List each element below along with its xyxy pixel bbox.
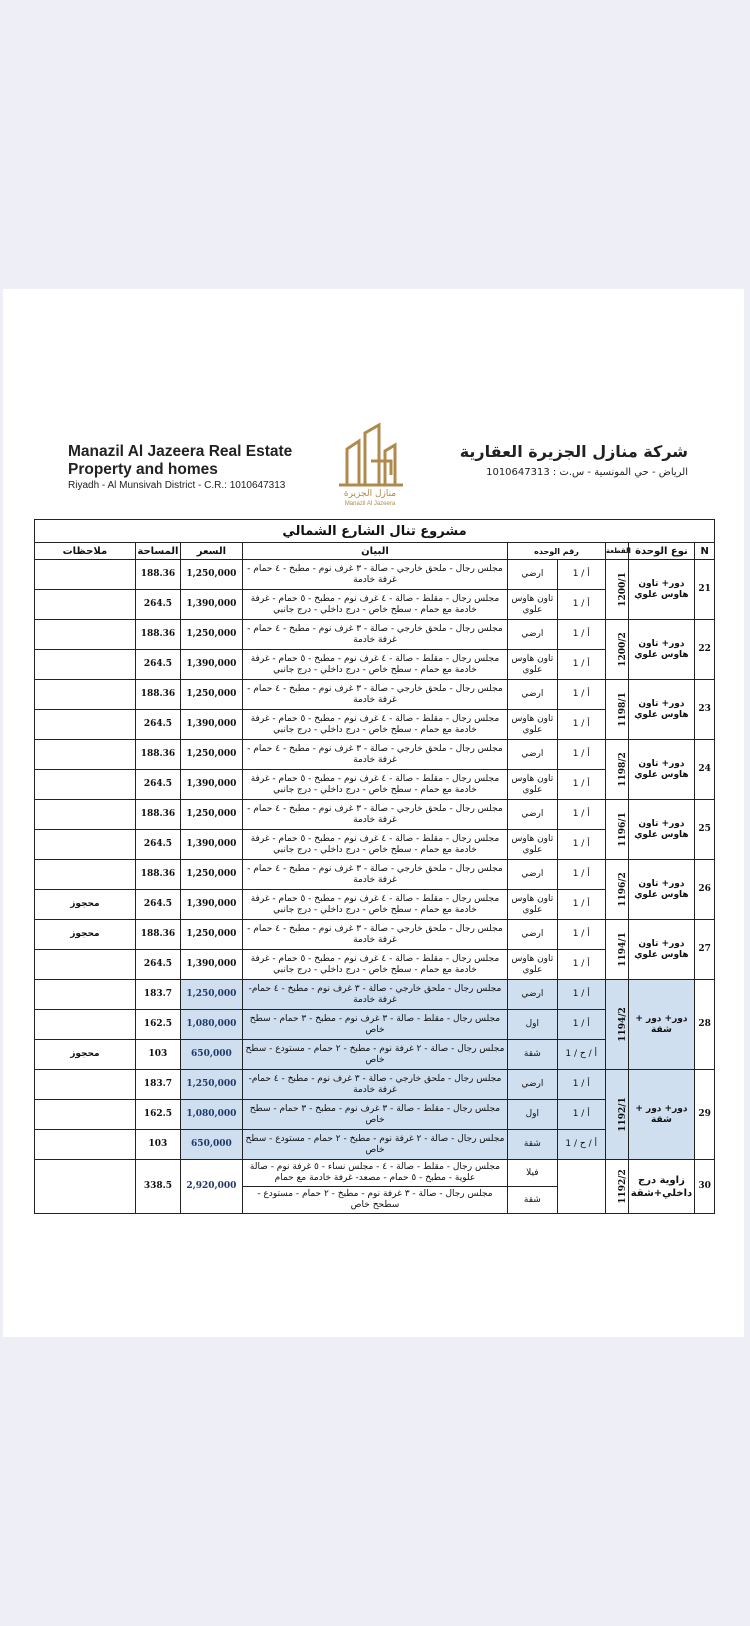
table-row xyxy=(35,980,715,1010)
header-type: نوع الوحدة xyxy=(628,543,695,560)
description-cell: مجلس رجال - مقلط - صالة - ٤ غرف نوم - مطبخ - ٥ حمام - غرفة خادمة مع حمام - سطح خاص - درج داخلي - درج جانبي xyxy=(242,890,507,920)
description-cell: مجلس رجال - ملحق خارجي - صالة - ٣ غرف نوم - مطبخ - ٤ حمام - غرفة خادمة xyxy=(242,740,507,770)
row-number-cell: 29 xyxy=(695,1070,715,1160)
unit-kind-cell: ارضي xyxy=(508,620,557,650)
logo-caption-ar: منازل الجزيرة xyxy=(343,489,397,499)
description-cell: مجلس رجال - صالة - ٢ غرفة نوم - مطبخ - ٢ حمام - مستودع - سطح خاص xyxy=(242,1040,507,1070)
area-cell: 183.7 xyxy=(135,1070,180,1100)
units-price-table xyxy=(34,519,715,1214)
unit-kind-cell: فيلا xyxy=(508,1160,557,1187)
company-header-en xyxy=(68,443,368,491)
notes-cell xyxy=(35,560,136,590)
spacer-cell xyxy=(557,1160,605,1214)
plot-number: 1196/2 xyxy=(617,872,628,907)
description-cell: مجلس رجال - صالة - ٣ غرفة نوم - مطبخ - ٢ حمام - مستودع - سطحح خاص xyxy=(242,1187,507,1214)
price-cell: 1,250,000 xyxy=(181,620,243,650)
row-number-cell: 30 xyxy=(695,1160,715,1214)
unit-kind-cell: تاون هاوس علوي xyxy=(508,890,557,920)
notes-cell xyxy=(35,1010,136,1040)
unit-number-cell: أ / 1 xyxy=(557,920,605,950)
notes-cell xyxy=(35,650,136,680)
unit-kind-cell: اول xyxy=(508,1100,557,1130)
unit-kind-cell: ارضي xyxy=(508,920,557,950)
plot-cell xyxy=(605,1160,628,1214)
table-header-row xyxy=(35,543,715,560)
table-row xyxy=(35,1160,715,1187)
table-row xyxy=(35,680,715,710)
notes-cell xyxy=(35,620,136,650)
unit-number-cell: أ / 1 xyxy=(557,770,605,800)
description-cell: مجلس رجال - مقلط - صالة - ٤ غرف نوم - مطبخ - ٥ حمام - غرفة خادمة مع حمام - سطح خاص - درج داخلي - درج جانبي xyxy=(242,590,507,620)
unit-number-cell: أ / ح / 1 xyxy=(557,1130,605,1160)
table-row xyxy=(35,560,715,590)
row-number-cell: 24 xyxy=(695,740,715,800)
plot-number: 1192/2 xyxy=(617,1169,628,1204)
area-cell: 264.5 xyxy=(135,710,180,740)
plot-number: 1200/2 xyxy=(617,632,628,667)
notes-cell: محجوز xyxy=(35,920,136,950)
area-cell: 264.5 xyxy=(135,890,180,920)
notes-cell xyxy=(35,860,136,890)
area-cell: 188.36 xyxy=(135,680,180,710)
description-cell: مجلس رجال - ملحق خارجي - صالة - ٣ غرف نوم - مطبخ - ٤ حمام-غرفة خادمة xyxy=(242,1070,507,1100)
company-tagline-en: Property and homes xyxy=(68,461,218,478)
price-cell: 2,920,000 xyxy=(181,1160,243,1214)
company-name-ar: شركة منازل الجزيرة العقارية xyxy=(459,442,688,461)
unit-type-cell: دور+ دور + شقة xyxy=(628,1070,695,1160)
notes-cell xyxy=(35,1160,136,1214)
description-cell: مجلس رجال - مقلط - صالة - ٤ غرف نوم - مطبخ - ٥ حمام - غرفة خادمة مع حمام - سطح خاص - درج داخلي - درج جانبي xyxy=(242,830,507,860)
price-cell: 1,250,000 xyxy=(181,980,243,1010)
row-number-cell: 23 xyxy=(695,680,715,740)
area-cell: 264.5 xyxy=(135,590,180,620)
price-cell: 1,250,000 xyxy=(181,1070,243,1100)
table-row xyxy=(35,860,715,890)
area-cell: 264.5 xyxy=(135,650,180,680)
price-cell: 1,080,000 xyxy=(181,1010,243,1040)
unit-number-cell: أ / 1 xyxy=(557,950,605,980)
plot-number: 1198/1 xyxy=(617,692,628,727)
unit-type-cell: دور+ تاون هاوس علوي xyxy=(628,680,695,740)
plot-cell xyxy=(605,560,628,620)
price-cell: 1,250,000 xyxy=(181,800,243,830)
notes-cell: محجوز xyxy=(35,890,136,920)
description-cell: مجلس رجال - مقلط - صالة - ٤ غرف نوم - مطبخ - ٥ حمام - غرفة خادمة مع حمام - سطح خاص - درج داخلي - درج جانبي xyxy=(242,770,507,800)
header-desc: البيان xyxy=(242,543,507,560)
price-cell: 1,250,000 xyxy=(181,860,243,890)
description-cell: مجلس رجال - صالة - ٢ غرفة نوم - مطبخ - ٢ حمام - مستودع - سطح خاص xyxy=(242,1130,507,1160)
plot-cell xyxy=(605,860,628,920)
price-cell: 1,250,000 xyxy=(181,680,243,710)
plot-cell xyxy=(605,800,628,860)
notes-cell xyxy=(35,1130,136,1160)
row-number-cell: 22 xyxy=(695,620,715,680)
unit-kind-cell: شقة xyxy=(508,1187,557,1214)
notes-cell xyxy=(35,710,136,740)
notes-cell xyxy=(35,1100,136,1130)
plot-number: 1194/1 xyxy=(617,932,628,967)
plot-cell xyxy=(605,680,628,740)
price-cell: 1,390,000 xyxy=(181,650,243,680)
unit-kind-cell: ارضي xyxy=(508,1070,557,1100)
unit-number-cell: أ / 1 xyxy=(557,1070,605,1100)
table-row xyxy=(35,740,715,770)
unit-number-cell: أ / 1 xyxy=(557,980,605,1010)
description-cell: مجلس رجال - مقلط - صالة - ٤ - مجلس نساء - ٥ غرفة نوم - صالة علوية - مطبخ - ٥ حمام - مصعد- غرفة خادمة مع حمام xyxy=(242,1160,507,1187)
description-cell: مجلس رجال - مقلط - صالة - ٤ غرف نوم - مطبخ - ٥ حمام - غرفة خادمة مع حمام - سطح خاص - درج داخلي - درج جانبي xyxy=(242,950,507,980)
price-cell: 650,000 xyxy=(181,1130,243,1160)
unit-kind-cell: ارضي xyxy=(508,740,557,770)
notes-cell xyxy=(35,1070,136,1100)
header-n: N xyxy=(695,543,715,560)
unit-number-cell: أ / 1 xyxy=(557,800,605,830)
unit-kind-cell: شقة xyxy=(508,1130,557,1160)
price-cell: 1,250,000 xyxy=(181,560,243,590)
notes-cell xyxy=(35,950,136,980)
unit-number-cell: أ / ح / 1 xyxy=(557,1040,605,1070)
unit-type-cell: زاوية درج داخلي+شقة xyxy=(628,1160,695,1214)
row-number-cell: 26 xyxy=(695,860,715,920)
row-number-cell: 25 xyxy=(695,800,715,860)
plot-number: 1194/2 xyxy=(617,1007,628,1042)
unit-number-cell: أ / 1 xyxy=(557,560,605,590)
unit-kind-cell: ارضي xyxy=(508,560,557,590)
notes-cell xyxy=(35,590,136,620)
header-price: السعر xyxy=(181,543,243,560)
price-cell: 1,390,000 xyxy=(181,950,243,980)
table-row xyxy=(35,800,715,830)
description-cell: مجلس رجال - مقلط - صالة - ٤ غرف نوم - مطبخ - ٥ حمام - غرفة خادمة مع حمام - سطح خاص - درج داخلي - درج جانبي xyxy=(242,650,507,680)
description-cell: مجلس رجال - ملحق خارجي - صالة - ٣ غرف نوم - مطبخ - ٤ حمام - غرفة خادمة xyxy=(242,620,507,650)
unit-kind-cell: تاون هاوس علوي xyxy=(508,650,557,680)
unit-type-cell: دور+ دور + شقة xyxy=(628,980,695,1070)
header-unit: رقم الوحده xyxy=(508,543,606,560)
unit-number-cell: أ / 1 xyxy=(557,860,605,890)
unit-number-cell: أ / 1 xyxy=(557,710,605,740)
area-cell: 188.36 xyxy=(135,860,180,890)
price-cell: 1,390,000 xyxy=(181,770,243,800)
unit-kind-cell: تاون هاوس علوي xyxy=(508,710,557,740)
area-cell: 103 xyxy=(135,1040,180,1070)
header-area: المساحة xyxy=(135,543,180,560)
unit-number-cell: أ / 1 xyxy=(557,620,605,650)
area-cell: 264.5 xyxy=(135,770,180,800)
description-cell: مجلس رجال - مقلط - صالة - ٣ غرف نوم - مطبخ - ٣ حمام - سطح خاص xyxy=(242,1100,507,1130)
document-sheet xyxy=(3,289,744,1337)
area-cell: 162.5 xyxy=(135,1100,180,1130)
unit-number-cell: أ / 1 xyxy=(557,830,605,860)
price-cell: 1,250,000 xyxy=(181,740,243,770)
price-cell: 1,390,000 xyxy=(181,830,243,860)
logo-caption-en: Manazil Al Jazeera xyxy=(344,501,396,507)
price-cell: 650,000 xyxy=(181,1040,243,1070)
price-cell: 1,390,000 xyxy=(181,590,243,620)
unit-number-cell: أ / 1 xyxy=(557,590,605,620)
price-cell: 1,390,000 xyxy=(181,890,243,920)
plot-cell xyxy=(605,980,628,1070)
description-cell: مجلس رجال - ملحق خارجي - صالة - ٣ غرف نوم - مطبخ - ٤ حمام - غرفة خادمة xyxy=(242,920,507,950)
unit-kind-cell: ارضي xyxy=(508,680,557,710)
notes-cell xyxy=(35,680,136,710)
unit-type-cell: دور+ تاون هاوس علوي xyxy=(628,740,695,800)
plot-number: 1192/1 xyxy=(617,1097,628,1132)
unit-kind-cell: تاون هاوس علوي xyxy=(508,770,557,800)
area-cell: 183.7 xyxy=(135,980,180,1010)
row-number-cell: 21 xyxy=(695,560,715,620)
plot-number: 1200/1 xyxy=(617,572,628,607)
company-address-en: Riyadh - Al Munsivah District - C.R.: 1010647313 xyxy=(68,480,286,491)
notes-cell xyxy=(35,830,136,860)
area-cell: 162.5 xyxy=(135,1010,180,1040)
unit-type-cell: دور+ تاون هاوس علوي xyxy=(628,620,695,680)
plot-cell xyxy=(605,740,628,800)
price-cell: 1,080,000 xyxy=(181,1100,243,1130)
company-header-ar xyxy=(413,441,688,478)
unit-number-cell: أ / 1 xyxy=(557,650,605,680)
header-notes: ملاحظات xyxy=(35,543,136,560)
header-plot: القطعة xyxy=(605,543,628,560)
description-cell: مجلس رجال - ملحق خارجي - صالة - ٣ غرف نوم - مطبخ - ٤ حمام - غرفة خادمة xyxy=(242,860,507,890)
area-cell: 188.36 xyxy=(135,620,180,650)
area-cell: 264.5 xyxy=(135,830,180,860)
description-cell: مجلس رجال - مقلط - صالة - ٤ غرف نوم - مطبخ - ٥ حمام - غرفة خادمة مع حمام - سطح خاص - درج داخلي - درج جانبي xyxy=(242,710,507,740)
unit-type-cell: دور+ تاون هاوس علوي xyxy=(628,800,695,860)
notes-cell xyxy=(35,980,136,1010)
unit-number-cell: أ / 1 xyxy=(557,1010,605,1040)
unit-kind-cell: اول xyxy=(508,1010,557,1040)
unit-type-cell: دور+ تاون هاوس علوي xyxy=(628,560,695,620)
unit-number-cell: أ / 1 xyxy=(557,740,605,770)
description-cell: مجلس رجال - ملحق خارجي - صالة - ٣ غرف نوم - مطبخ - ٤ حمام - غرفة خادمة xyxy=(242,800,507,830)
unit-type-cell: دور+ تاون هاوس علوي xyxy=(628,920,695,980)
unit-kind-cell: تاون هاوس علوي xyxy=(508,590,557,620)
area-cell: 188.36 xyxy=(135,740,180,770)
building-logo-icon xyxy=(329,421,411,489)
notes-cell xyxy=(35,800,136,830)
plot-number: 1196/1 xyxy=(617,812,628,847)
unit-kind-cell: ارضي xyxy=(508,800,557,830)
price-cell: 1,250,000 xyxy=(181,920,243,950)
row-number-cell: 27 xyxy=(695,920,715,980)
description-cell: مجلس رجال - ملحق خارجي - صالة - ٣ غرف نوم - مطبخ - ٤ حمام-غرفة خادمة xyxy=(242,980,507,1010)
description-cell: مجلس رجال - ملحق خارجي - صالة - ٣ غرف نوم - مطبخ - ٤ حمام - غرفة خادمة xyxy=(242,560,507,590)
unit-kind-cell: تاون هاوس علوي xyxy=(508,830,557,860)
unit-kind-cell: شقة xyxy=(508,1040,557,1070)
area-cell: 188.36 xyxy=(135,920,180,950)
area-cell: 338.5 xyxy=(135,1160,180,1214)
price-cell: 1,390,000 xyxy=(181,710,243,740)
plot-number: 1198/2 xyxy=(617,752,628,787)
description-cell: مجلس رجال - ملحق خارجي - صالة - ٣ غرف نوم - مطبخ - ٤ حمام - غرفة خادمة xyxy=(242,680,507,710)
table-row xyxy=(35,920,715,950)
unit-number-cell: أ / 1 xyxy=(557,1100,605,1130)
company-address-ar: الرياض - حي المونسية - س.ت : 1010647313 xyxy=(486,467,688,478)
plot-cell xyxy=(605,620,628,680)
plot-cell xyxy=(605,1070,628,1160)
table-row xyxy=(35,1070,715,1100)
unit-number-cell: أ / 1 xyxy=(557,890,605,920)
unit-kind-cell: ارضي xyxy=(508,860,557,890)
description-cell: مجلس رجال - مقلط - صالة - ٣ غرف نوم - مطبخ - ٣ حمام - سطح خاص xyxy=(242,1010,507,1040)
area-cell: 103 xyxy=(135,1130,180,1160)
area-cell: 188.36 xyxy=(135,560,180,590)
area-cell: 188.36 xyxy=(135,800,180,830)
notes-cell: محجوز xyxy=(35,1040,136,1070)
notes-cell xyxy=(35,740,136,770)
project-title: مشروع تنال الشارع الشمالي xyxy=(35,520,715,543)
row-number-cell: 28 xyxy=(695,980,715,1070)
unit-kind-cell: ارضي xyxy=(508,980,557,1010)
plot-cell xyxy=(605,920,628,980)
company-name-en: Manazil Al Jazeera Real Estate xyxy=(68,443,293,460)
unit-type-cell: دور+ تاون هاوس علوي xyxy=(628,860,695,920)
unit-kind-cell: تاون هاوس علوي xyxy=(508,950,557,980)
notes-cell xyxy=(35,770,136,800)
unit-number-cell: أ / 1 xyxy=(557,680,605,710)
table-row xyxy=(35,620,715,650)
area-cell: 264.5 xyxy=(135,950,180,980)
company-logo xyxy=(329,421,411,511)
